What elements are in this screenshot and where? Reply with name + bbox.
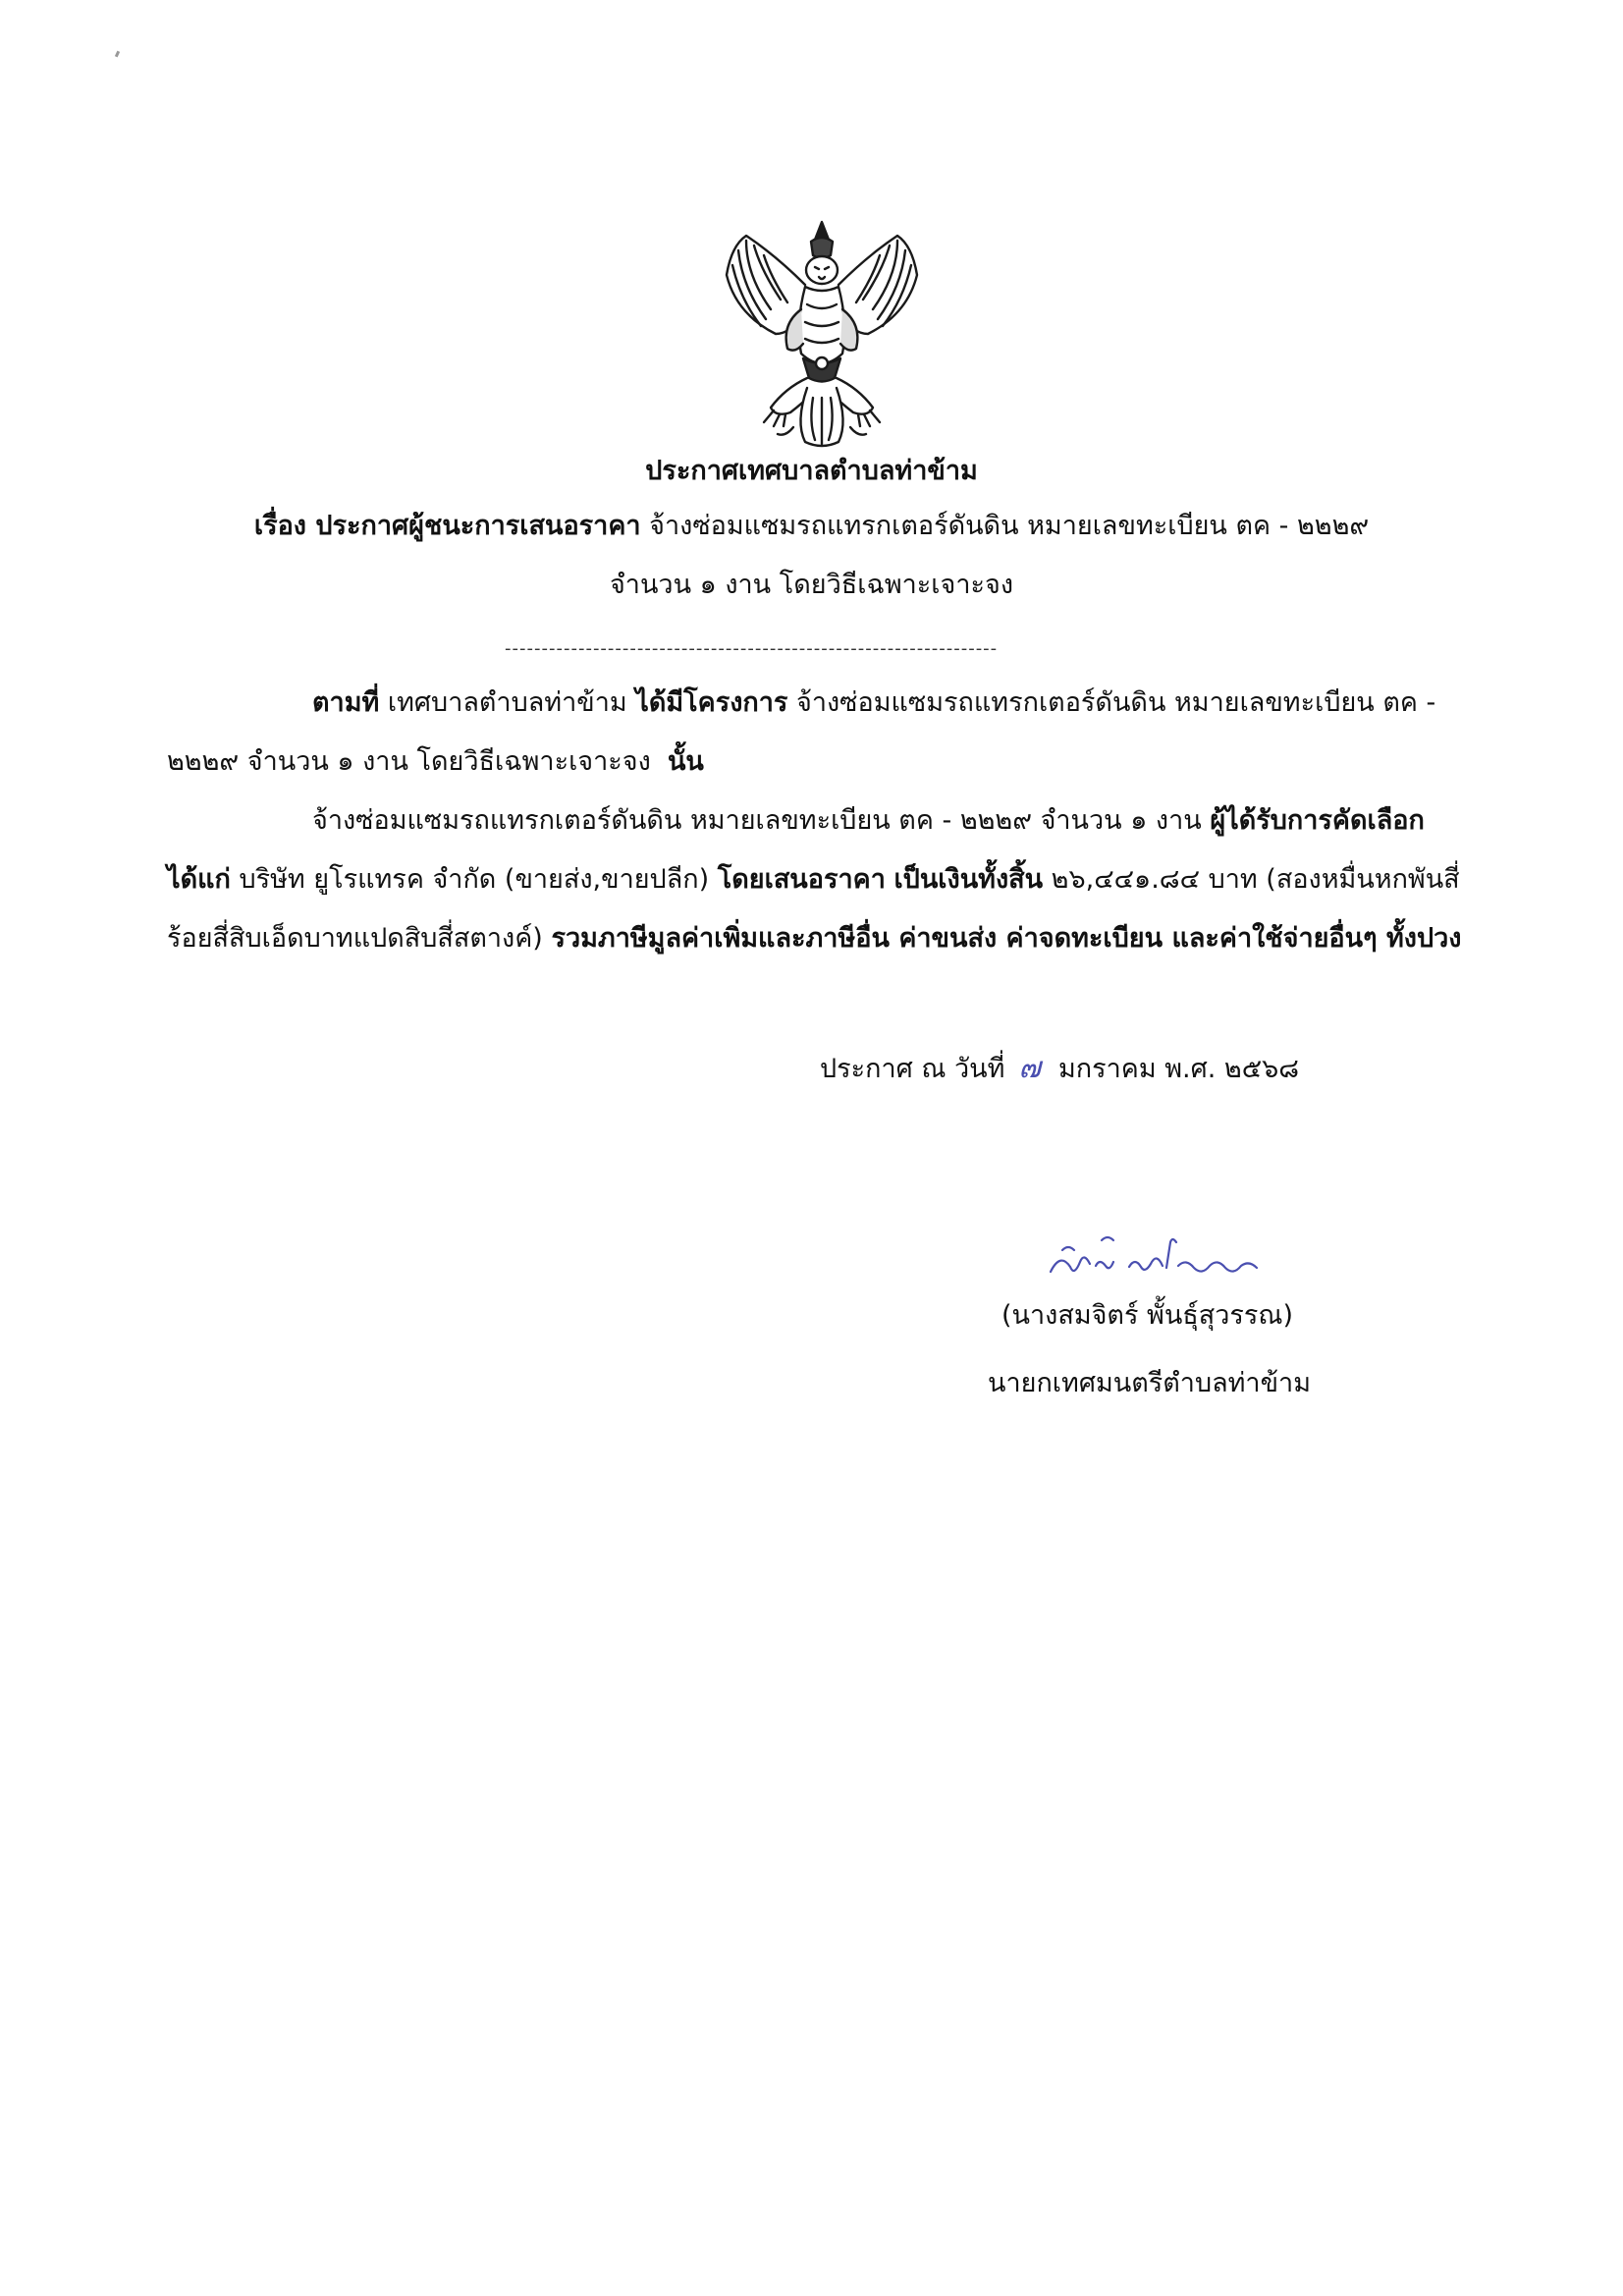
subject-label: เรื่อง ประกาศผู้ชนะการเสนอราคา xyxy=(253,511,641,541)
p2-tax-note: รวมภาษีมูลค่าเพิ่มและภาษีอื่น ค่าขนส่ง ค่าจดทะเบียน และค่าใช้จ่ายอื่นๆ ทั้งปวง xyxy=(551,923,1462,954)
signatory-name: (นางสมจิตร์ พั้นธุ์สุวรรณ) xyxy=(1001,1300,1294,1331)
date-prefix: ประกาศ ณ วันที่ xyxy=(820,1054,1005,1084)
garuda-emblem-icon xyxy=(717,216,928,452)
announcement-date xyxy=(820,1049,1299,1089)
paragraph-2-line-2 xyxy=(167,860,1460,900)
p1-lead: ตามที่ xyxy=(312,687,380,718)
date-month-year: มกราคม พ.ศ. ๒๕๖๘ xyxy=(1057,1054,1300,1084)
p1-project-label: ได้มีโครงการ xyxy=(635,687,788,718)
paragraph-2-line-1 xyxy=(312,801,1425,841)
p2-offer-label: โดยเสนอราคา xyxy=(717,864,886,895)
signatory-position: นายกเทศมนตรีตำบลท่าข้าม xyxy=(988,1368,1311,1398)
p1-end: นั้น xyxy=(667,746,704,777)
paragraph-1-line-2 xyxy=(167,742,704,782)
p1-organization: เทศบาลตำบลท่าข้าม xyxy=(387,687,627,718)
p2-text: จ้างซ่อมแซมรถแทรกเตอร์ดันดิน หมายเลขทะเบียน ตค - ๒๒๒๙ จำนวน ๑ งาน xyxy=(312,805,1202,836)
handwritten-signature xyxy=(1041,1223,1286,1301)
subject-text: จ้างซ่อมแซมรถแทรกเตอร์ดันดิน หมายเลขทะเบียน ตค - ๒๒๒๙ xyxy=(649,511,1370,541)
p2-winner-name: บริษัท ยูโรแทรค จำกัด (ขายส่ง,ขายปลีก) xyxy=(239,864,710,895)
date-day: ๗ xyxy=(1018,1051,1041,1085)
p2-total-label: เป็นเงินทั้งสิ้น xyxy=(893,864,1044,895)
paragraph-1-line-1 xyxy=(312,683,1435,723)
p2-amount-words: ร้อยสี่สิบเอ็ดบาทแปดสิบสี่สตางค์) xyxy=(167,923,543,954)
p1-project-text: จ้างซ่อมแซมรถแทรกเตอร์ดันดิน หมายเลขทะเบียน ตค - xyxy=(796,687,1436,718)
announcement-subject-line2: จำนวน ๑ งาน โดยวิธีเฉพาะเจาะจง xyxy=(609,570,1014,600)
paragraph-2-line-3 xyxy=(167,919,1461,958)
announcement-title: ประกาศเทศบาลตำบลท่าข้าม xyxy=(645,456,978,486)
scan-speck xyxy=(115,51,120,58)
p2-selected-label: ผู้ได้รับการคัดเลือก xyxy=(1210,805,1425,836)
p2-winner-label: ได้แก่ xyxy=(167,864,231,895)
p1-line2-text: ๒๒๒๙ จำนวน ๑ งาน โดยวิธีเฉพาะเจาะจง xyxy=(167,746,651,777)
announcement-subject xyxy=(0,507,1623,546)
p2-amount: ๒๖,๔๔๑.๘๔ บาท (สองหมื่นหกพันสี่ xyxy=(1051,864,1460,895)
divider-line: ------------------------------------------------------------------- xyxy=(505,638,999,659)
